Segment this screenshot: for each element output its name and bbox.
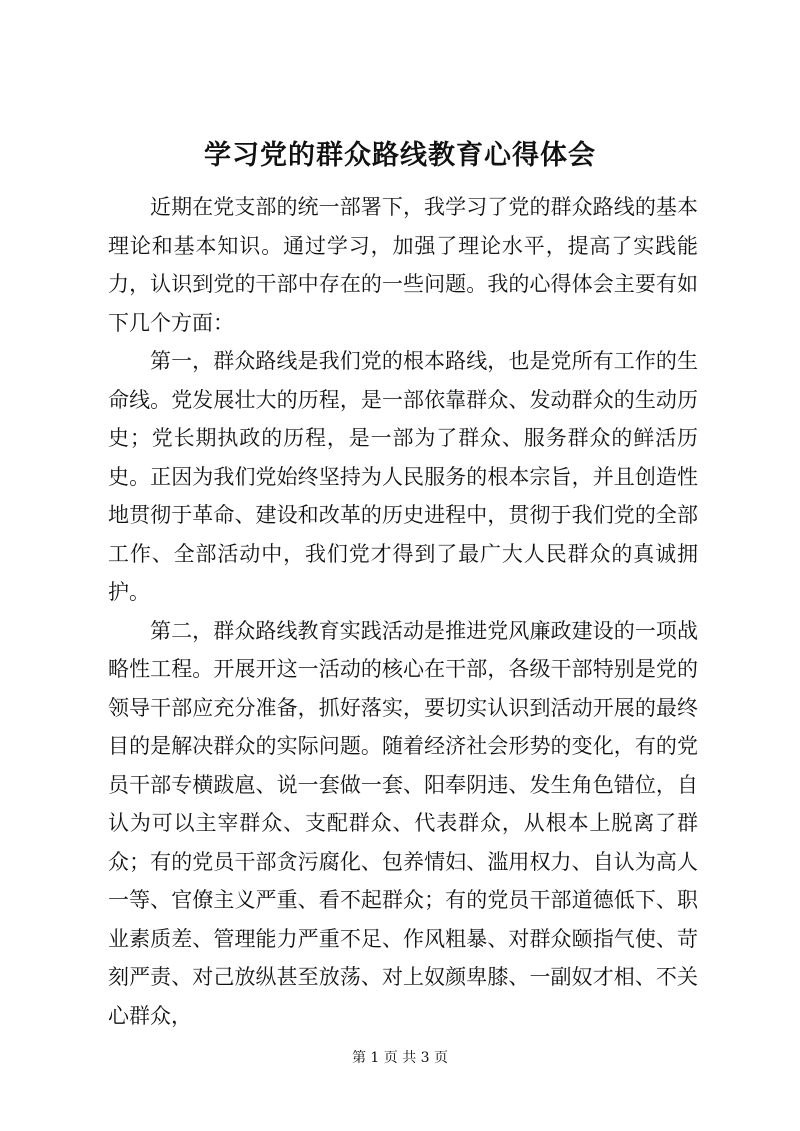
document-title: 学习党的群众路线教育心得体会 [204, 140, 596, 171]
paragraph-intro: 近期在党支部的统一部署下，我学习了党的群众路线的基本理论和基本知识。通过学习，加强了理论水平，提高了实践能力，认识到党的干部中存在的一些问题。我的心得体会主要有如下几个方面： [108, 195, 698, 335]
page-footer: 第 1 页 共 3 页 [351, 1050, 449, 1066]
paragraph-first-point: 第一，群众路线是我们党的根本路线，也是党所有工作的生命线。党发展壮大的历程，是一部依靠群众、发动群众的生动历史；党长期执政的历程，是一部为了群众、服务群众的鲜活历史。正因为我们党始终坚持为人民服务的根本宗旨，并且创造性地贯彻于革命、建设和改革的历史进程中，贯彻于我们党的全部工作、全部活动中，我们党才得到了最广大人民群众的真诚拥护。 [108, 349, 698, 604]
paragraph-second-point: 第二，群众路线教育实践活动是推进党风廉政建设的一项战略性工程。开展开这一活动的核心在干部，各级干部特别是党的领导干部应充分准备，抓好落实，要切实认识到活动开展的最终目的是解决群众的实际问题。随着经济社会形势的变化，有的党员干部专横跋扈、说一套做一套、阳奉阴违、发生角色错位，自认为可以主宰群众、支配群众、代表群众，从根本上脱离了群众；有的党员干部贪污腐化、包养情妇、滥用权力、自认为高人一等、官僚主义严重、看不起群众；有的党员干部道德低下、职业素质差、管理能力严重不足、作风粗暴、对群众颐指气使、苛刻严责、对己放纵甚至放荡、对上奴颜卑膝、一副奴才相、不关心群众， [108, 618, 698, 1028]
document-body [108, 188, 698, 1035]
